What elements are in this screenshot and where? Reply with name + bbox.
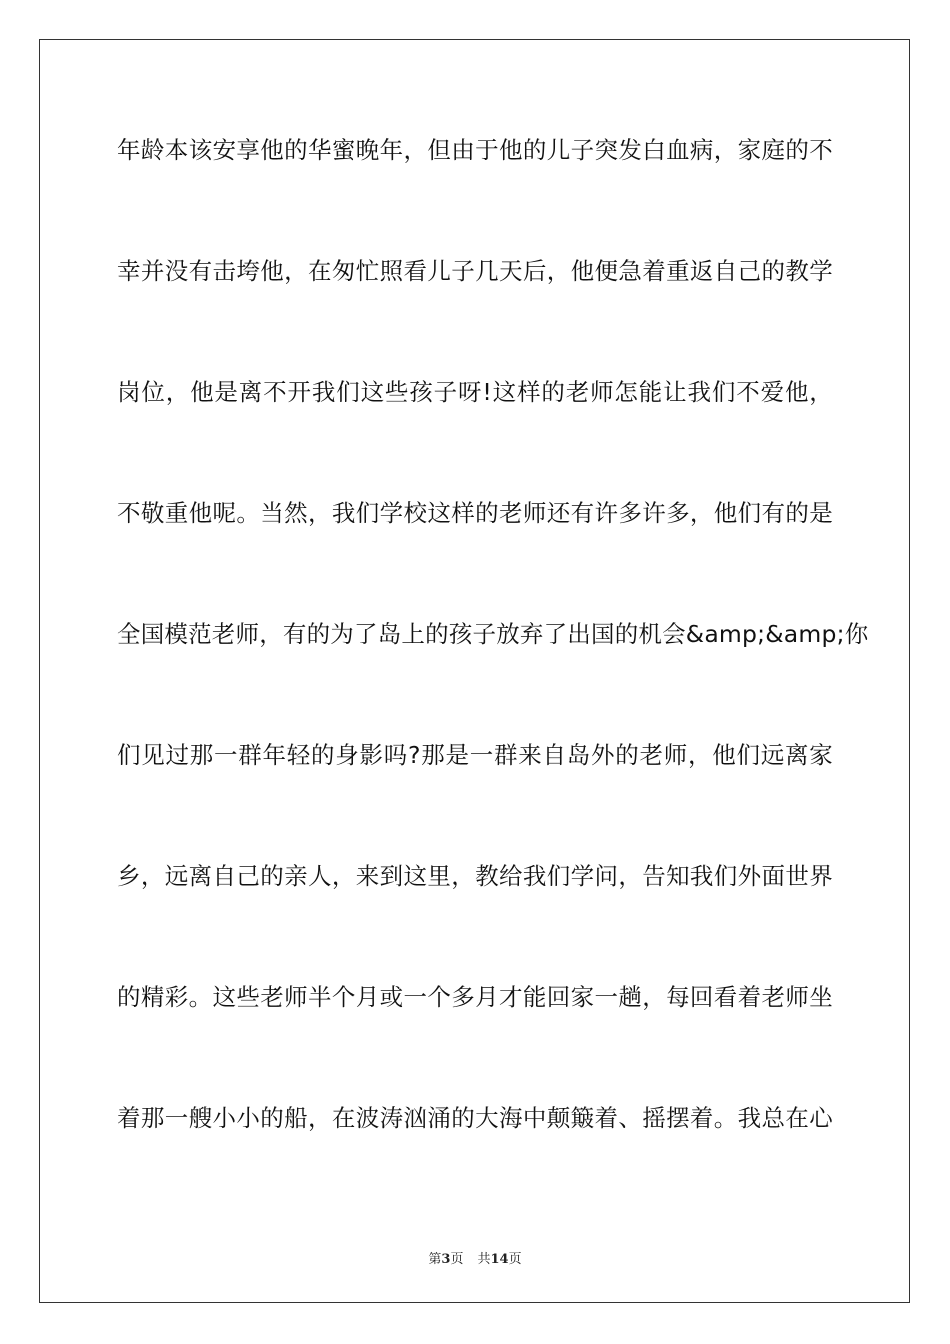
text-line-3: 岗位，他是离不开我们这些孩子呀!这样的老师怎能让我们不爱他， — [117, 378, 833, 406]
text-line-5: 全国模范老师，有的为了岛上的孩子放弃了出国的机会&amp;&amp;你 — [117, 620, 869, 648]
page-prefix: 第 — [428, 1252, 442, 1267]
page-number: 3 — [441, 1252, 451, 1267]
text-line-4: 不敬重他呢。当然，我们学校这样的老师还有许多许多，他们有的是 — [117, 499, 833, 527]
text-line-1: 年龄本该安享他的华蜜晚年，但由于他的儿子突发白血病，家庭的不 — [117, 136, 833, 164]
text-line-9: 着那一艘小小的船，在波涛汹涌的大海中颠簸着、摇摆着。我总在心 — [117, 1104, 833, 1132]
text-line-2: 幸并没有击垮他，在匆忙照看儿子几天后，他便急着重返自己的教学 — [117, 257, 833, 285]
page-footer — [0, 1248, 950, 1267]
total-pages: 14 — [490, 1252, 509, 1267]
document-body — [117, 128, 869, 1217]
total-prefix: 共 — [477, 1252, 491, 1267]
page-suffix: 页 — [450, 1252, 464, 1267]
text-line-7: 乡，远离自己的亲人，来到这里，教给我们学问，告知我们外面世界 — [117, 862, 833, 890]
text-line-6: 们见过那一群年轻的身影吗?那是一群来自岛外的老师，他们远离家 — [117, 741, 833, 769]
text-line-8: 的精彩。这些老师半个月或一个多月才能回家一趟，每回看着老师坐 — [117, 983, 833, 1011]
total-suffix: 页 — [508, 1252, 522, 1267]
